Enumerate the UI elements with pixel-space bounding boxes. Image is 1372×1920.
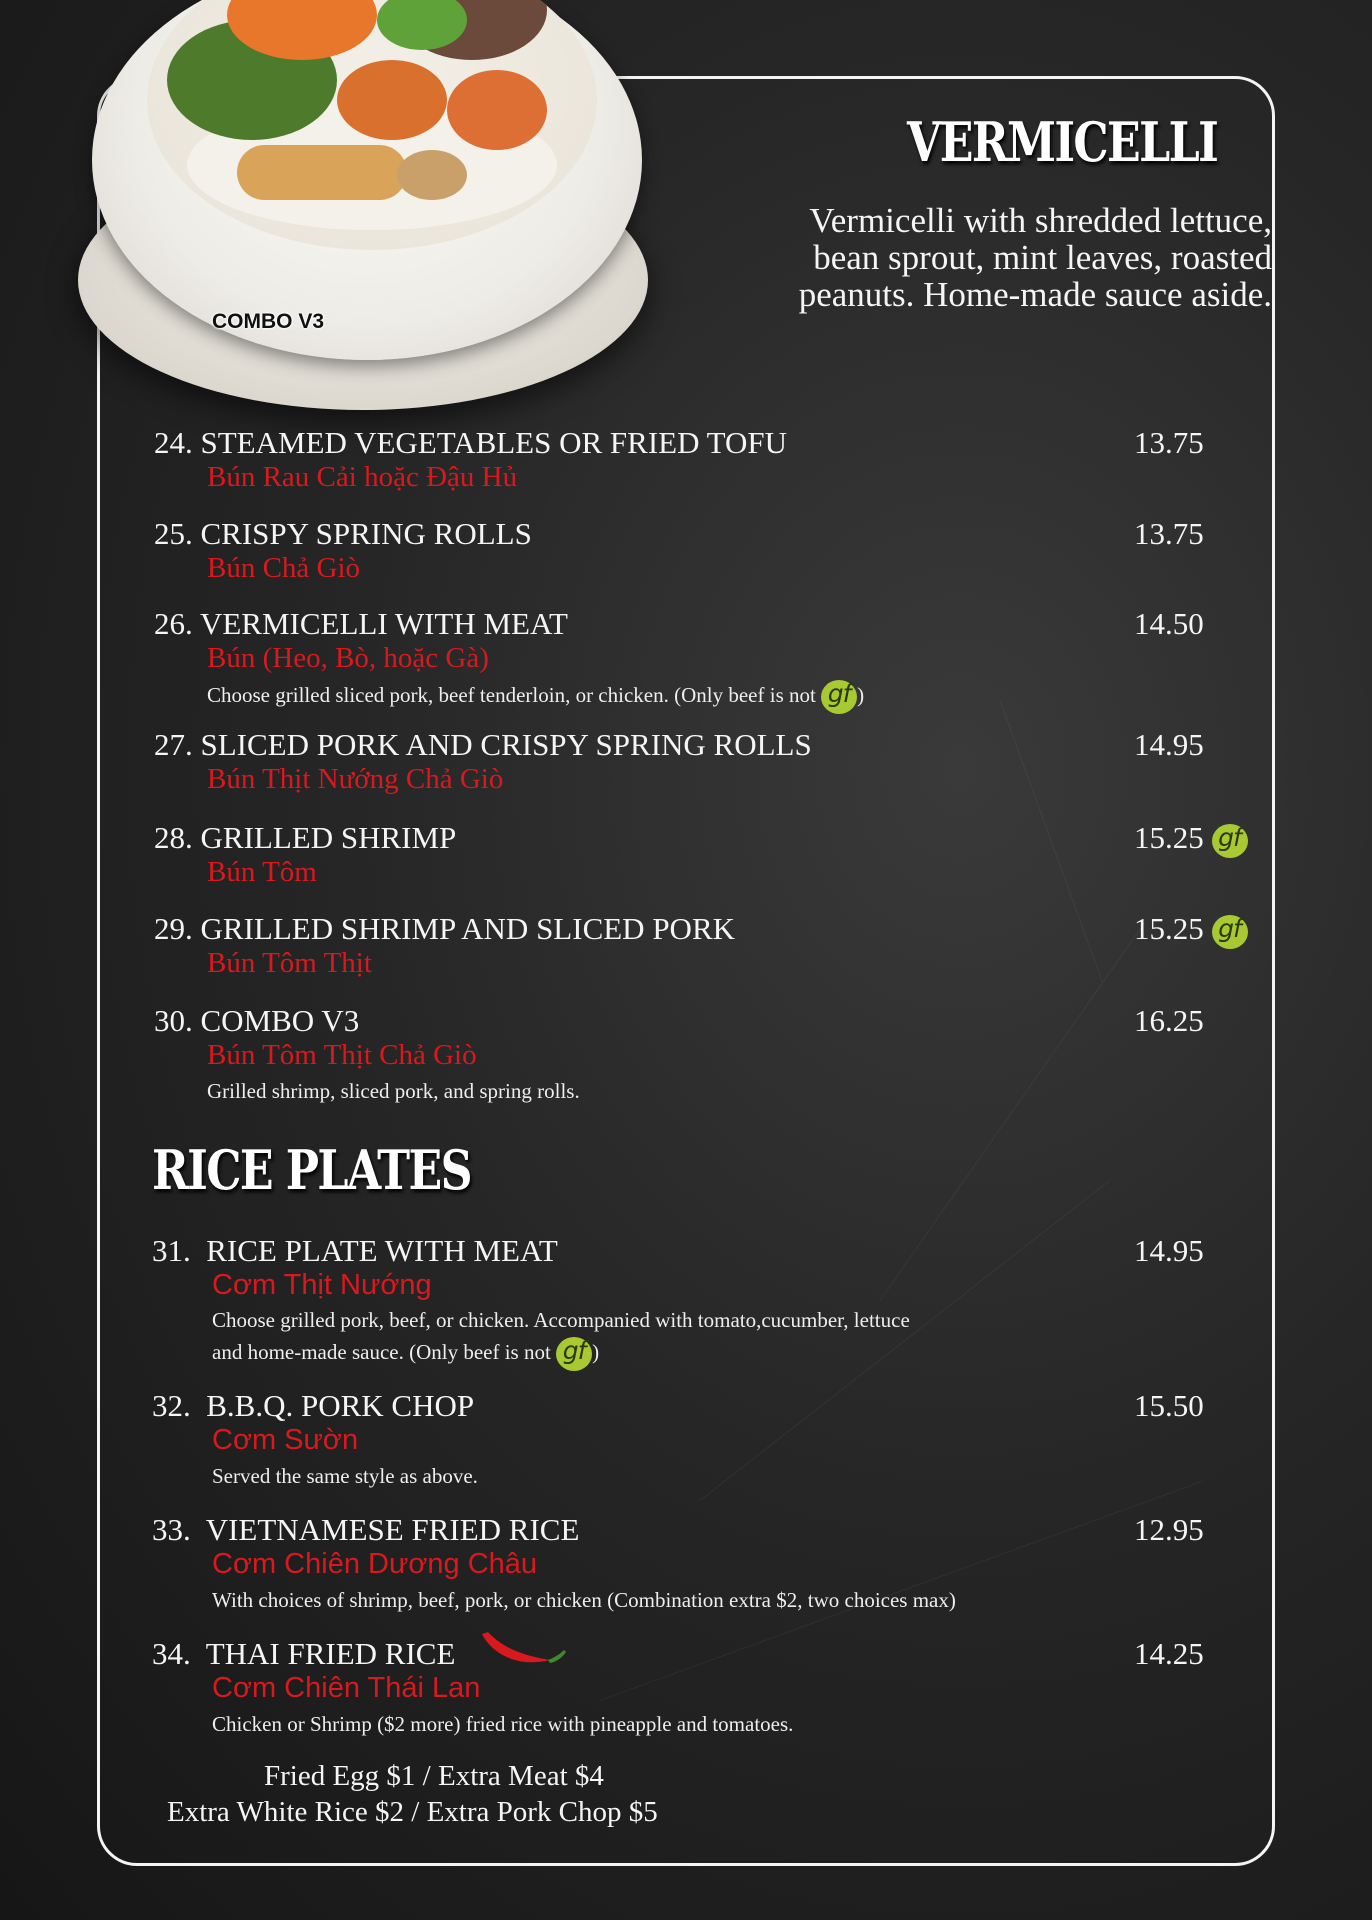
gluten-free-icon: gf [1212,824,1248,858]
extras-line-1: Fried Egg $1 / Extra Meat $4 [264,1760,604,1792]
item-description: Served the same style as above. [212,1464,478,1488]
item-price: 12.95 [1134,1512,1204,1547]
item-vietnamese: Bún Tôm [207,856,317,888]
item-vietnamese: Bún Rau Cải hoặc Đậu Hủ [207,461,518,493]
item-description: Choose grilled pork, beef, or chicken. Accompanied with tomato,cucumber, lettuce [212,1308,910,1332]
item-price: 13.75 [1134,425,1204,460]
item-price: 13.75 [1134,516,1204,551]
item-vietnamese: Bún Thịt Nướng Chả Giò [207,763,504,795]
item-price: 14.50 [1134,606,1204,641]
item-vietnamese: Cơm Thịt Nướng [212,1269,432,1301]
gluten-free-icon: gf [556,1337,592,1371]
item-description: Chicken or Shrimp ($2 more) fried rice with pineapple and tomatoes. [212,1712,794,1736]
item-description: and home-made sauce. (Only beef is not gf ) [212,1337,599,1371]
item-price: 14.95 [1134,727,1204,762]
item-vietnamese: Cơm Chiên Dương Châu [212,1548,538,1580]
gluten-free-icon: gf [821,680,857,714]
item-price: 15.25 gf [1134,820,1248,858]
item-price: 14.95 [1134,1233,1204,1268]
item-price: 16.25 [1134,1003,1204,1038]
item-description: Grilled shrimp, sliced pork, and spring rolls. [207,1079,580,1103]
item-vietnamese: Bún Chả Giò [207,552,361,584]
item-description: With choices of shrimp, beef, pork, or chicken (Combination extra $2, two choices max) [212,1588,956,1612]
item-price: 14.25 [1134,1636,1204,1671]
item-vietnamese: Bún (Heo, Bò, hoặc Gà) [207,642,489,674]
rice-plates-title: RICE PLATES [152,1138,471,1202]
item-price: 15.25 gf [1134,911,1248,949]
item-description: Choose grilled sliced pork, beef tenderloin, or chicken. (Only beef is not gf ) [207,680,864,714]
chili-pepper-icon [478,1628,570,1676]
photo-label: COMBO V3 [212,310,325,333]
extras-line-2: Extra White Rice $2 / Extra Pork Chop $5 [167,1796,658,1828]
item-vietnamese: Cơm Sườn [212,1424,359,1456]
vermicelli-title: VERMICELLI [907,110,1218,174]
item-vietnamese: Bún Tôm Thịt [207,947,372,979]
item-vietnamese: Bún Tôm Thịt Chả Giò [207,1039,477,1071]
vermicelli-intro: Vermicelli with shredded lettuce, bean sprout, mint leaves, roasted peanuts. Home-made sauce aside. [798,201,1272,314]
item-price: 15.50 [1134,1388,1204,1423]
item-vietnamese: Cơm Chiên Thái Lan [212,1672,481,1704]
combo-v3-photo [72,0,662,420]
gluten-free-icon: gf [1212,915,1248,949]
